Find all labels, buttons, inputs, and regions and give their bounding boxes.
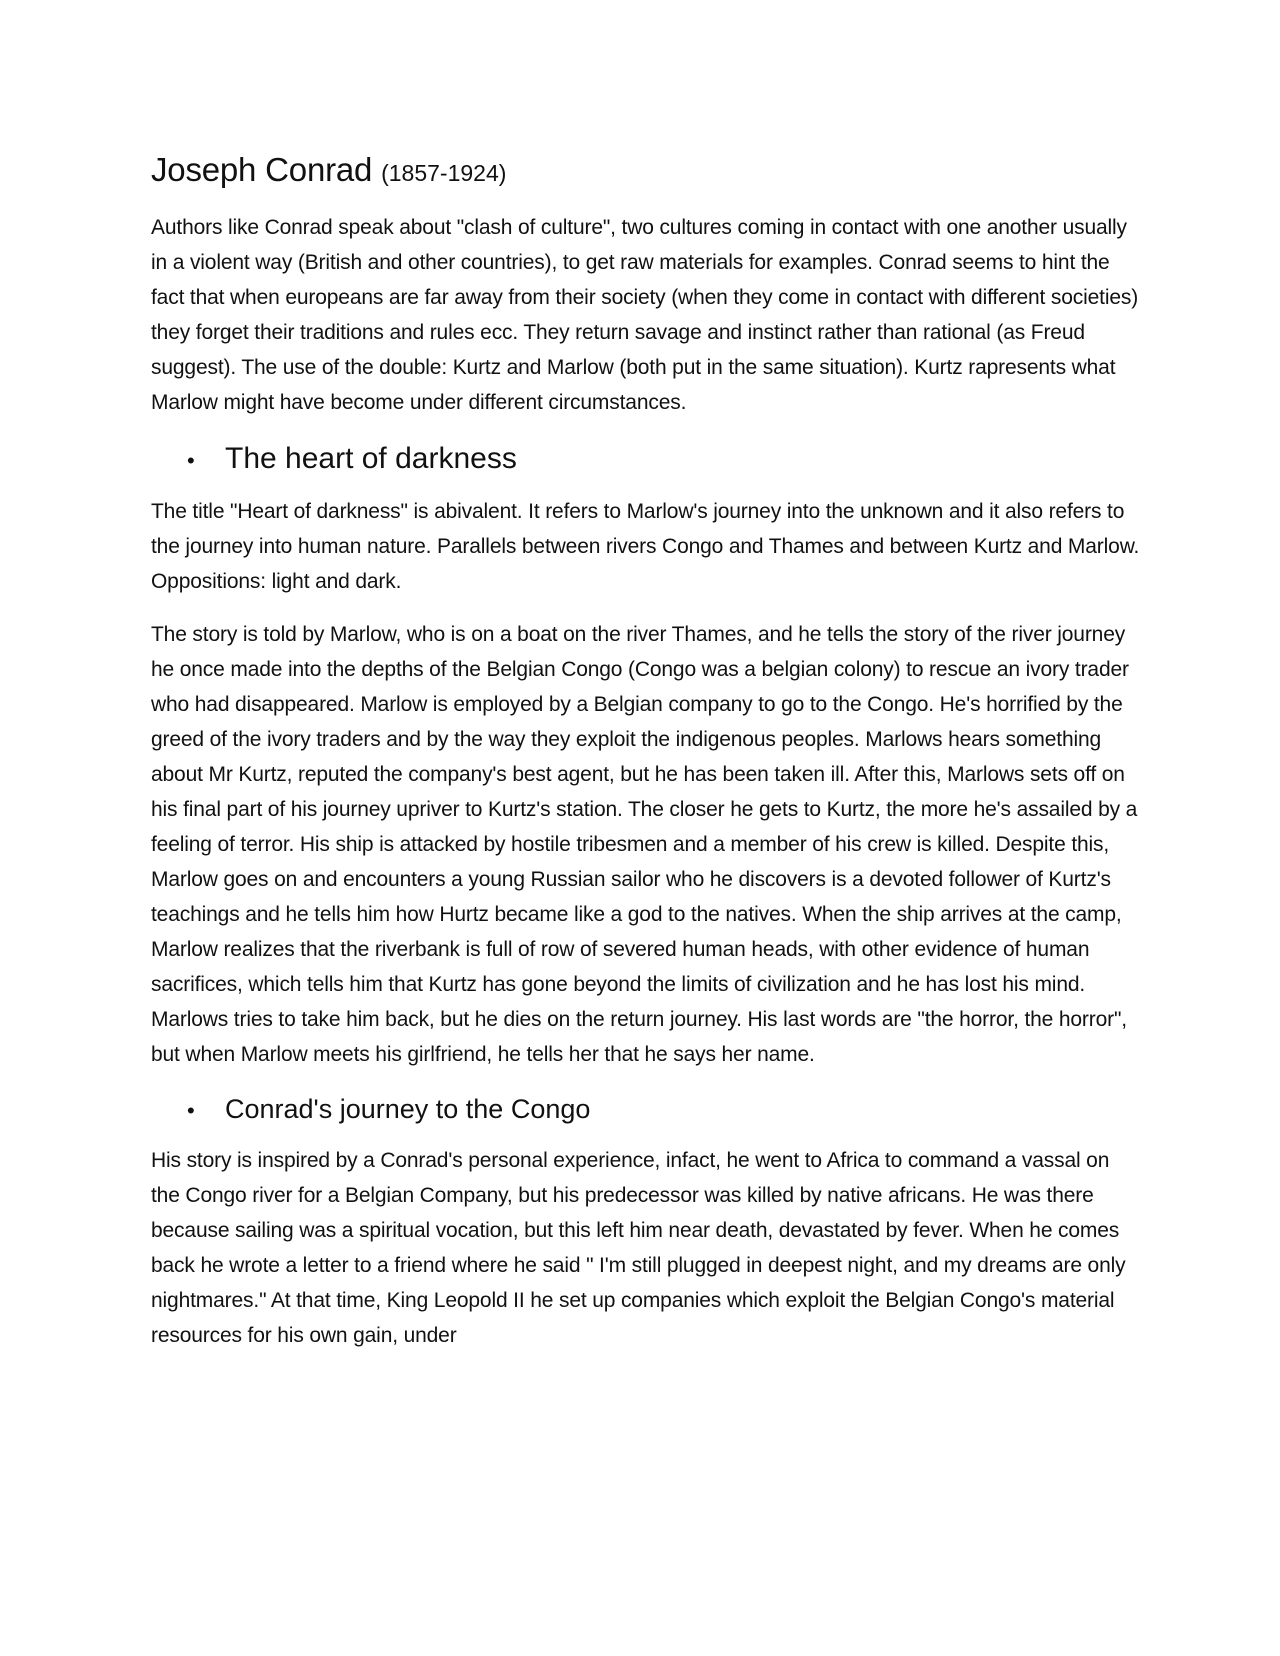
bullet-icon: • [187,447,195,473]
section1-paragraph-2: The story is told by Marlow, who is on a boat on the river Thames, and he tells the story of the river journey he once made into the depths of the Belgian Congo (Congo was a belgian colony) to rescue an ivory trader who had disappeared. Marlow is employed by a Belgian company to go to the Congo. He's horrified by the greed of the ivory traders and by the way they exploit the indigenous peoples. Marlows hears something about Mr Kurtz, reputed the company's best agent, but he has been taken ill. After this, Marlows sets off on his final part of his journey upriver to Kurtz's station. The closer he gets to Kurtz, the more he's assailed by a feeling of terror. His ship is attacked by hostile tribesmen and a member of his crew is killed. Despite this, Marlow goes on and encounters a young Russian sailor who he discovers is a devoted follower of Kurtz's teachings and he tells him how Hurtz became like a god to the natives. When the ship arrives at the camp, Marlow realizes that the riverbank is full of row of severed human heads, with other evidence of human sacrifices, which tells him that Kurtz has gone beyond the limits of civilization and he has lost his mind. Marlows tries to take him back, but he dies on the return journey. His last words are "the horror, the horror", but when Marlow meets his girlfriend, he tells her that he says her name. [151,622,1138,1066]
section-heading-text: Conrad's journey to the Congo [225,1093,591,1124]
title-dates: (1857-1924) [381,160,507,186]
section-heading-conrads-journey [151,1094,1141,1125]
document-page [151,150,1141,1371]
section2-paragraph-1: His story is inspired by a Conrad's personal experience, infact, he went to Africa to command a vassal on the Congo river for a Belgian Company, but his predecessor was killed by native africans. He was there because sailing was a spiritual vocation, but this left him near death, devastated by fever. When he comes back he wrote a letter to a friend where he said " I'm still plugged in deepest night, and my dreams are only nightmares." At that time, King Leopold II he set up companies which exploit the Belgian Congo's material resources for his own gain, under [151,1148,1126,1347]
intro-paragraph: Authors like Conrad speak about "clash of culture", two cultures coming in contact with one another usually in a violent way (British and other countries), to get raw materials for examples. Conrad seems to hint the fact that when europeans are far away from their society (when they come in contact with different societies) they forget their traditions and rules ecc. They return savage and instinct rather than rational (as Freud suggest). The use of the double: Kurtz and Marlow (both put in the same situation). Kurtz rapresents what Marlow might have become under different circumstances. [151,215,1139,414]
title-name: Joseph Conrad [151,151,373,188]
section1-paragraph-1: The title "Heart of darkness" is abivalent. It refers to Marlow's journey into the unknown and it also refers to the journey into human nature. Parallels between rivers Congo and Thames and between Kurtz and Marlow. Oppositions: light and dark. [151,499,1140,593]
bullet-icon: • [187,1097,195,1123]
page-title [151,150,1141,190]
section-heading-text: The heart of darkness [225,441,517,475]
section-heading-heart-of-darkness [151,442,1141,476]
